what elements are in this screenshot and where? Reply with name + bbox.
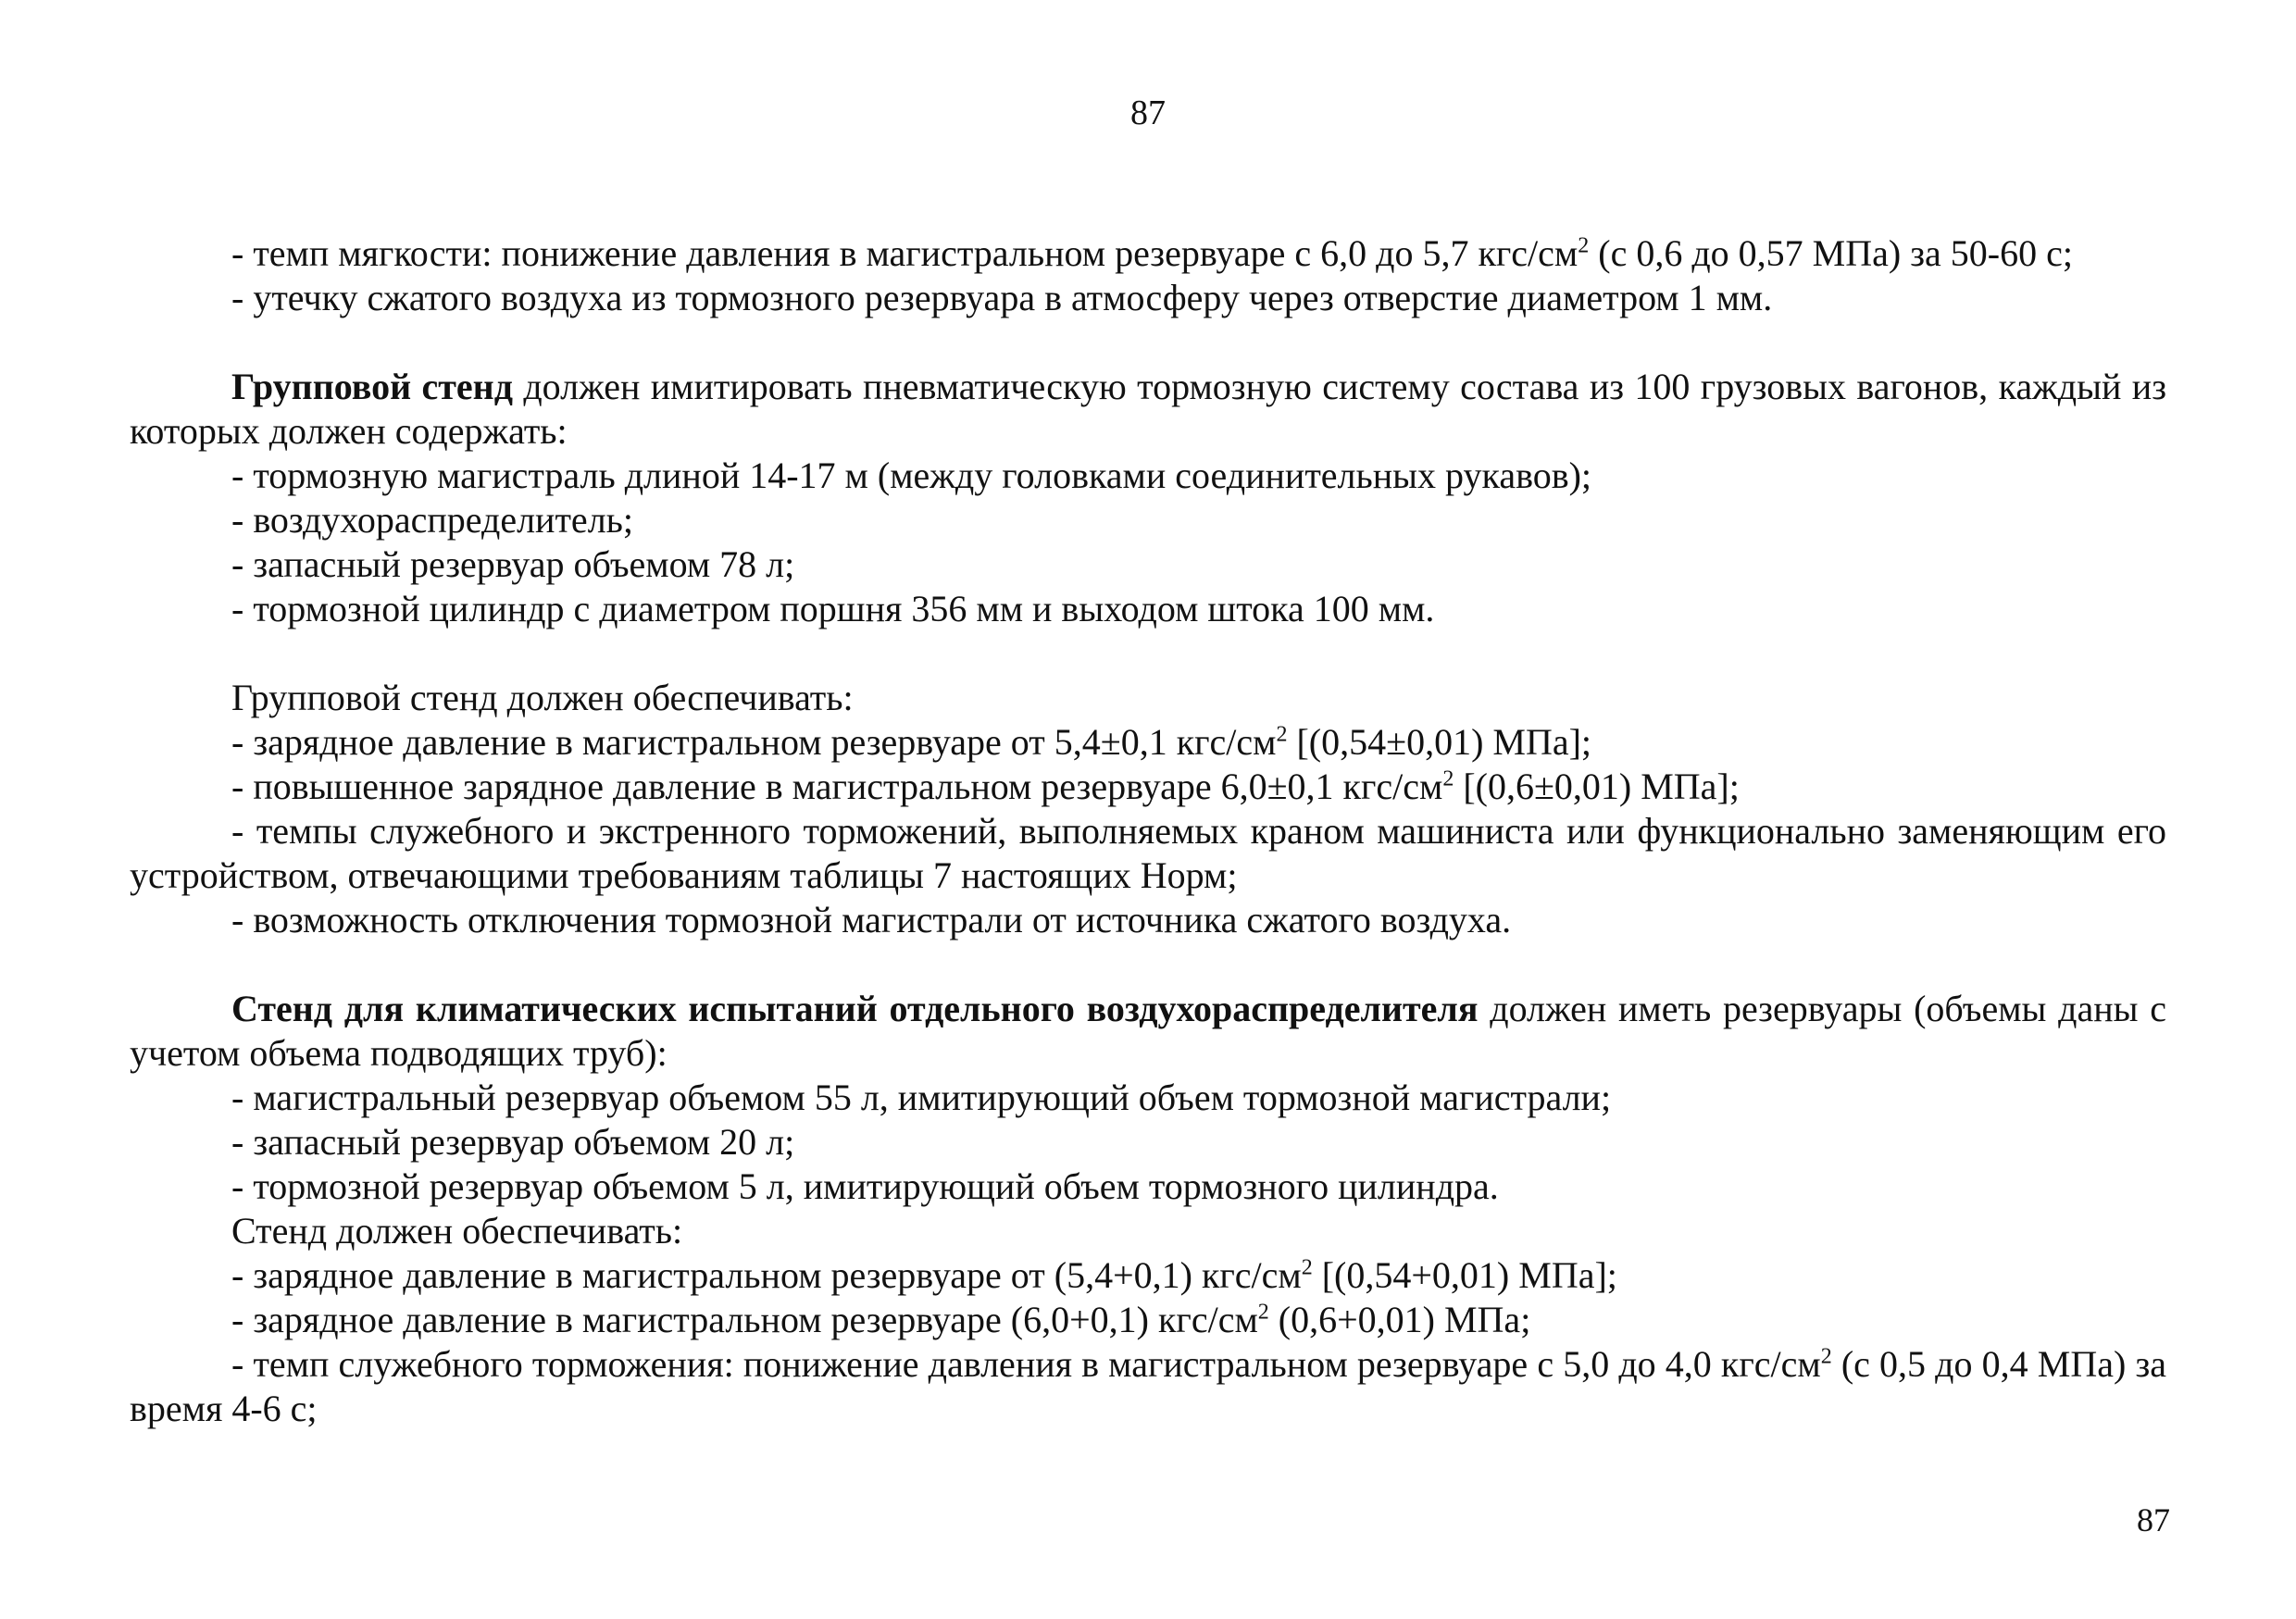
list-item: - зарядное давление в магистральном резервуаре от 5,4±0,1 кгс/$см^2$ [(0,54±0,01) МПа]; xyxy=(231,721,1592,763)
climate-stand-term: Стенд для климатических испытаний отдельного воздухораспределителя xyxy=(231,988,1479,1029)
list-item: - зарядное давление в магистральном резервуаре от (5,4+0,1) кгс/$см^2$ [(0,54+0,01) МПа]; xyxy=(231,1254,1617,1296)
list-item: - тормозной резервуар объемом 5 л, имитирующий объем тормозного цилиндра. xyxy=(231,1165,1499,1207)
list-item: - запасный резервуар объемом 20 л; xyxy=(231,1121,795,1163)
list-item: - тормозной цилиндр с диаметром поршня 356 мм и выходом штока 100 мм. xyxy=(231,588,1435,629)
paragraph-softness-rate: - темп мягкости: понижение давления в магистральном резервуаре с 6,0 до 5,7 кгс/$см^2$ (с 0,6 до 0,57 МПа) за 50-60 с; xyxy=(231,232,2073,274)
list-item: - темпы служебного и экстренного торможений, выполняемых краном машиниста или функционально заменяющим его устройством, отвечающими требованиям таблицы 7 настоящих Норм; xyxy=(130,810,2166,896)
group-stand-provide-heading: Групповой стенд должен обеспечивать: xyxy=(231,677,854,718)
list-item: - запасный резервуар объемом 78 л; xyxy=(231,543,795,585)
list-item: - темп служебного торможения: понижение давления в магистральном резервуаре с 5,0 до 4,0 кгс/$см^2$ (с 0,5 до 0,4 МПа) за время 4-6 с; xyxy=(130,1343,2166,1429)
paragraph-air-leak: - утечку сжатого воздуха из тормозного резервуара в атмосферу через отверстие диаметром 1 мм. xyxy=(231,277,1773,318)
paragraph-climate-stand: Стенд для климатических испытаний отдельного воздухораспределителя должен иметь резервуары (объемы даны с учетом объема подводящих труб): xyxy=(130,988,2167,1074)
list-item: - воздухораспределитель; xyxy=(231,499,634,541)
page-number-top: 87 xyxy=(1130,93,1166,132)
paragraph-group-stand: Групповой стенд должен имитировать пневматическую тормозную систему состава из 100 грузовых вагонов, каждый из которых должен содержать: xyxy=(130,366,2167,452)
climate-stand-provide-heading: Стенд должен обеспечивать: xyxy=(231,1210,683,1252)
list-item: - тормозную магистраль длиной 14-17 м (между головками соединительных рукавов); xyxy=(231,455,1592,496)
list-item: - зарядное давление в магистральном резервуаре (6,0+0,1) кгс/$см^2$ (0,6+0,01) МПа; xyxy=(231,1299,1531,1340)
list-item: - магистральный резервуар объемом 55 л, имитирующий объем тормозной магистрали; xyxy=(231,1077,1612,1118)
document-body xyxy=(130,231,2166,1431)
list-item: - повышенное зарядное давление в магистральном резервуаре 6,0±0,1 кгс/$см^2$ [(0,6±0,01) МПа]; xyxy=(231,766,1740,807)
list-item: - возможность отключения тормозной магистрали от источника сжатого воздуха. xyxy=(231,899,1512,940)
page-number-bottom: 87 xyxy=(2137,1501,2170,1538)
group-stand-term: Групповой стенд xyxy=(231,366,513,407)
